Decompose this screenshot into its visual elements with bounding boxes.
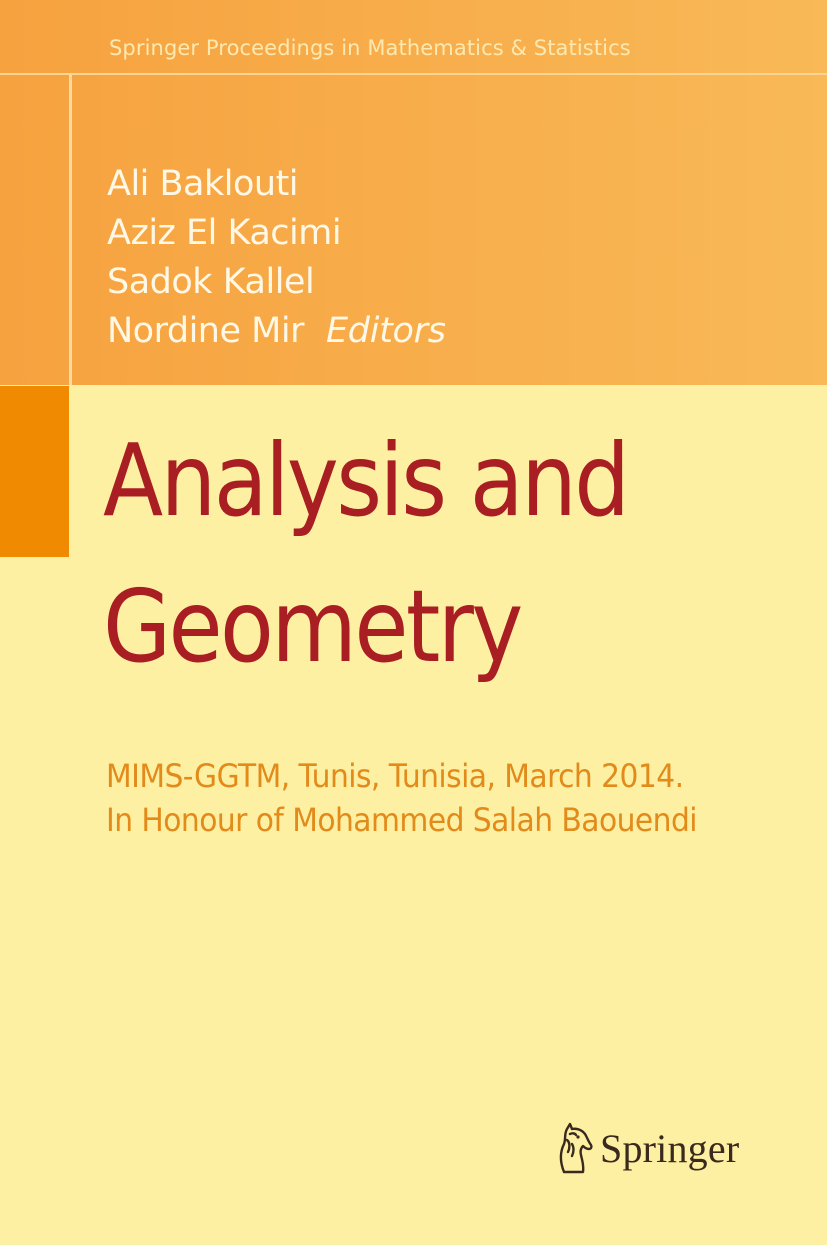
publisher-name: Springer <box>600 1125 740 1171</box>
book-subtitle <box>106 754 697 842</box>
editor-name-text: Nordine Mir <box>107 311 304 351</box>
top-band <box>0 0 827 385</box>
editor-name-last <box>107 307 446 356</box>
book-title-line-2: Geometry <box>103 568 521 685</box>
side-marker <box>0 386 69 557</box>
editor-name: Ali Baklouti <box>107 164 299 204</box>
book-title <box>103 408 627 700</box>
editors-block <box>107 160 446 356</box>
series-divider <box>0 73 827 75</box>
horse-head-icon <box>550 1120 594 1176</box>
publisher-logo <box>550 1117 739 1179</box>
book-subtitle-line-2: In Honour of Mohammed Salah Baouendi <box>106 801 698 839</box>
book-title-line-1: Analysis and <box>103 422 628 539</box>
book-subtitle-line-1: MIMS-GGTM, Tunis, Tunisia, March 2014. <box>106 757 684 795</box>
editor-name: Sadok Kallel <box>107 262 315 302</box>
vertical-rule <box>69 75 72 385</box>
editors-role: Editors <box>325 311 446 351</box>
editor-name: Aziz El Kacimi <box>107 213 342 253</box>
series-title: Springer Proceedings in Mathematics & Statistics <box>109 36 631 60</box>
